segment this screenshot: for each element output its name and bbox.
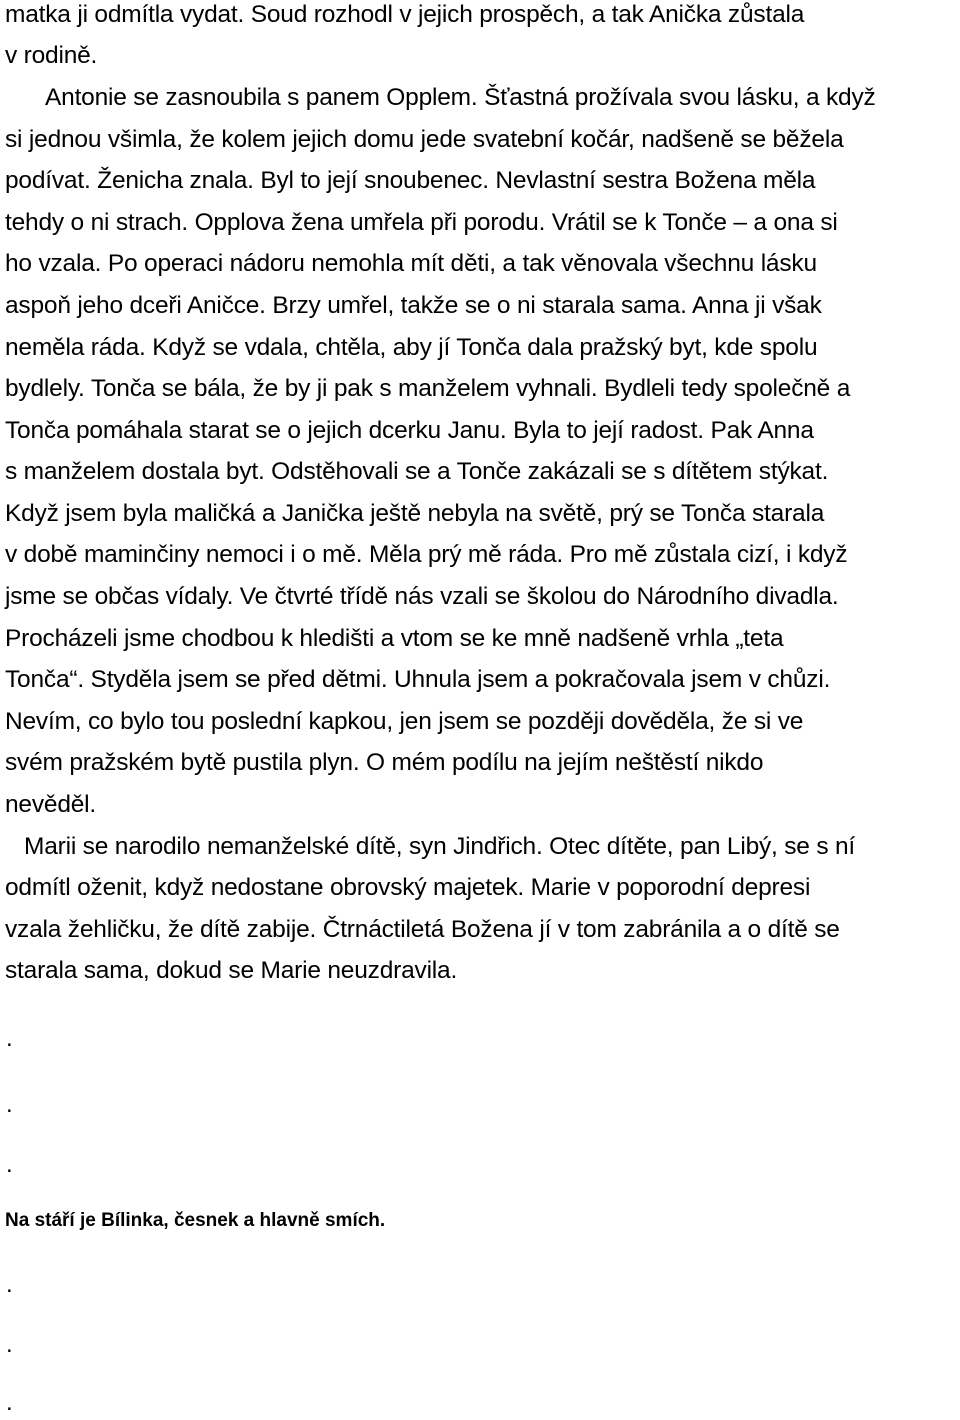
text-line-20: nevěděl. <box>5 791 97 818</box>
text-line-9: neměla ráda. Když se vdala, chtěla, aby jí Tonča dala pražský byt, kde spolu <box>5 334 818 361</box>
separator-dot: . <box>6 1389 13 1416</box>
text-line-24: starala sama, dokud se Marie neuzdravila. <box>5 957 458 984</box>
text-line-23: vzala žehličku, že dítě zabije. Čtrnáctiletá Božena jí v tom zabránila a o dítě se <box>5 916 840 943</box>
separator-dot: . <box>6 1271 13 1298</box>
text-line-2: v rodině. <box>5 42 98 69</box>
separator-dot: . <box>6 1025 13 1052</box>
text-line-13: Když jsem byla maličká a Janička ještě nebyla na světě, prý se Tonča starala <box>5 500 825 527</box>
text-line-22: odmítl oženit, když nedostane obrovský majetek. Marie v poporodní depresi <box>5 874 811 901</box>
text-line-19: svém pražském bytě pustila plyn. O mém podílu na jejím neštěstí nikdo <box>5 749 764 776</box>
separator-dot: . <box>6 1331 13 1358</box>
text-line-1: matka ji odmítla vydat. Soud rozhodl v jejich prospěch, a tak Anička zůstala <box>5 1 805 28</box>
text-line-11: Tonča pomáhala starat se o jejich dcerku Janu. Byla to její radost. Pak Anna <box>5 417 814 444</box>
text-line-18: Nevím, co bylo tou poslední kapkou, jen jsem se později dověděla, že si ve <box>5 708 804 735</box>
text-line-8: aspoň jeho dceři Aničce. Brzy umřel, takže se o ni starala sama. Anna ji však <box>5 292 822 319</box>
separator-dot: . <box>6 1151 13 1178</box>
text-line-16: Procházeli jsme chodbou k hledišti a vtom se ke mně nadšeně vrhla „teta <box>5 625 784 652</box>
text-line-5: podívat. Ženicha znala. Byl to její snoubenec. Nevlastní sestra Božena měla <box>5 167 816 194</box>
text-line-4: si jednou všimla, že kolem jejich domu jede svatební kočár, nadšeně se běžela <box>5 126 844 153</box>
text-line-15: jsme se občas vídaly. Ve čtvrté třídě nás vzali se školou do Národního divadla. <box>5 583 839 610</box>
text-line-10: bydlely. Tonča se bála, že by ji pak s manželem vyhnali. Bydleli tedy společně a <box>5 375 851 402</box>
text-line-12: s manželem dostala byt. Odstěhovali se a Tonče zakázali se s dítětem stýkat. <box>5 458 829 485</box>
text-line-21: Marii se narodilo nemanželské dítě, syn Jindřich. Otec dítěte, pan Libý, se s ní <box>24 833 856 860</box>
closing-bold-line: Na stáří je Bílinka, česnek a hlavně smích. <box>5 1210 386 1231</box>
text-line-7: ho vzala. Po operaci nádoru nemohla mít děti, a tak věnovala všechnu lásku <box>5 250 817 277</box>
text-line-3: Antonie se zasnoubila s panem Opplem. Šťastná prožívala svou lásku, a když <box>45 84 876 111</box>
separator-dot: . <box>6 1091 13 1118</box>
text-line-17: Tonča“. Styděla jsem se před dětmi. Uhnula jsem a pokračovala jsem v chůzi. <box>5 666 831 693</box>
text-line-6: tehdy o ni strach. Opplova žena umřela při porodu. Vrátil se k Tonče – a ona si <box>5 209 838 236</box>
text-line-14: v době maminčiny nemoci i o mě. Měla prý mě ráda. Pro mě zůstala cizí, i když <box>5 541 848 568</box>
